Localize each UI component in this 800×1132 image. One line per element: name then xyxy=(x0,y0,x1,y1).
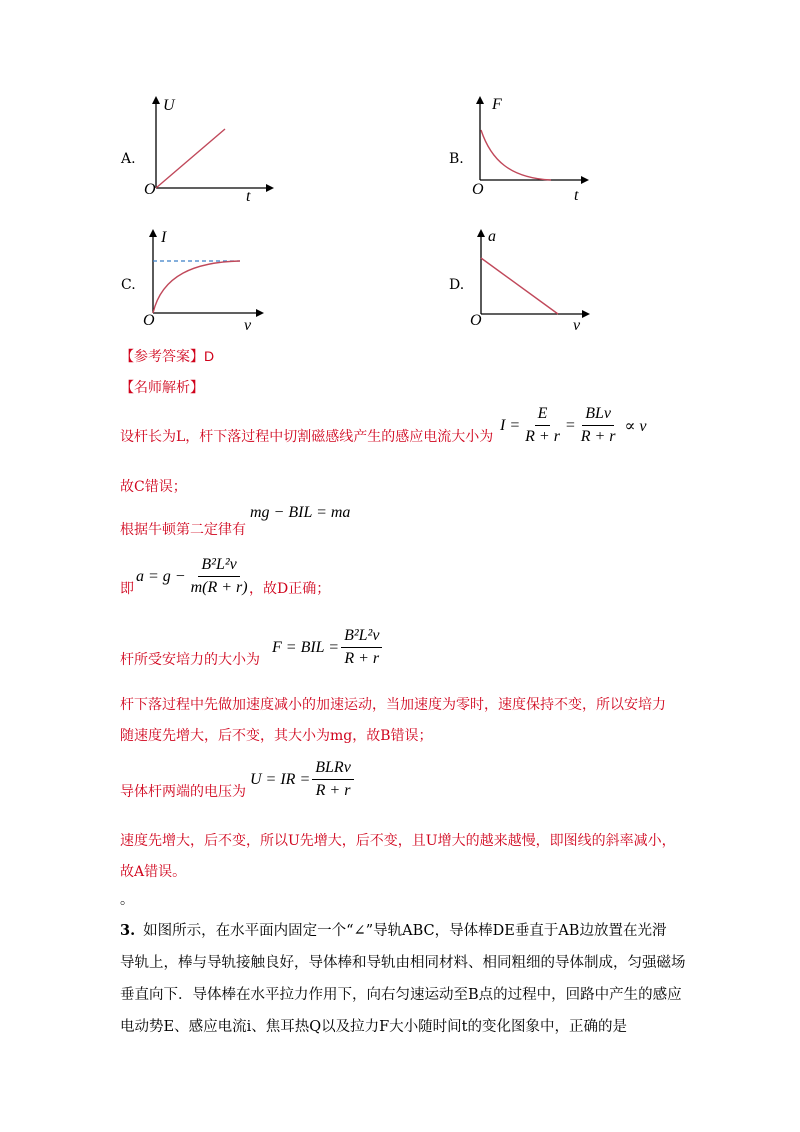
graph-b xyxy=(465,90,605,205)
eq4-frac: $\frac{\text{B²L²v}}{m(R + r)}$ xyxy=(190,556,248,596)
equation-current xyxy=(500,405,646,446)
eq1-frac-2: $\frac{\text{BLv}}{R + r}$ xyxy=(580,405,616,445)
analysis-line-1: 设杆长为L，杆下落过程中切割磁感线产生的感应电流大小为 xyxy=(120,429,494,445)
question-3 xyxy=(120,915,686,1043)
graph-b-curve xyxy=(481,130,551,180)
question-3-line-4: 电动势E、感应电流i、焦耳热Q以及拉力F大小随时间t的变化图象中，正确的是 xyxy=(120,1019,627,1035)
option-c-label: C. xyxy=(121,277,136,293)
analysis-line-4-suffix: ，故D正确； xyxy=(249,581,331,597)
equation-force xyxy=(272,627,384,668)
graph-b-y-label: F xyxy=(492,96,502,113)
eq1-frac-1: $\frac{E}{R + r}$ xyxy=(525,405,560,445)
analysis-heading: 【名师解析】 xyxy=(120,380,204,396)
answer-line xyxy=(120,346,214,366)
graph-a-y-label: U xyxy=(163,97,175,114)
equation-newton: mg − BIL = ma xyxy=(250,504,351,521)
graph-c-x-label: v xyxy=(244,317,252,334)
analysis-line-2: 故C错误； xyxy=(120,479,187,495)
x-arrow-icon xyxy=(581,176,589,184)
question-3-line-3: 垂直向下．导体棒在水平拉力作用下，向右匀速运动至B点的过程中，回路中产生的感应 xyxy=(120,987,682,1003)
graph-a-x-label: t xyxy=(246,188,251,205)
x-arrow-icon xyxy=(266,184,274,192)
analysis-line-4-prefix: 即 xyxy=(120,581,134,597)
analysis-line-3: 根据牛顿第二定律有 xyxy=(120,522,246,538)
question-3-line-1: 如图所示，在水平面内固定一个“∠”导轨ABC，导体棒DE垂直于AB边放置在光滑 xyxy=(143,923,667,939)
graph-c-origin: O xyxy=(143,312,155,329)
question-3-line-2: 导轨上，棒与导轨接触良好，导体棒和导轨由相同材料、相同粗细的导体制成，匀强磁场 xyxy=(120,955,686,971)
eq7-frac: $\frac{\text{BLRv}}{R + r}$ xyxy=(312,759,354,800)
option-b-label: B. xyxy=(449,151,464,167)
equation-voltage xyxy=(250,759,356,800)
x-arrow-icon xyxy=(582,310,590,318)
option-a-label: A. xyxy=(121,151,136,167)
eq1-tail: ∝ v xyxy=(624,417,647,435)
graph-c-y-label: I xyxy=(161,229,167,246)
question-3-number: 3. xyxy=(120,922,136,939)
graph-a-line xyxy=(156,129,225,188)
graph-a-origin: O xyxy=(144,181,156,198)
answer-label: 【参考答案】 xyxy=(120,349,204,365)
eq7-lhs: U = IR = xyxy=(250,770,311,788)
x-arrow-icon xyxy=(256,309,264,317)
graph-d-line xyxy=(481,258,558,314)
eq1-equals: = xyxy=(564,416,576,434)
analysis-line-7: 导体杆两端的电压为 xyxy=(120,784,246,800)
analysis-para-6: 杆下落过程中先做加速度减小的加速运动，当加速度为零时，速度保持不变，所以安培力 随速度先增大，后不变，其大小为mg，故B错误； xyxy=(120,697,666,744)
analysis-para-8: 速度先增大，后不变，所以U先增大，后不变，且U增大的越来越慢，即图线的斜率减小， 故A错误。 xyxy=(120,833,676,880)
eq5-frac: $\frac{\text{B²L²v}}{R + r}$ xyxy=(341,627,382,668)
analysis-line-5: 杆所受安培力的大小为 xyxy=(120,652,260,668)
graph-d-x-label: v xyxy=(573,317,581,334)
graph-c-curve xyxy=(153,261,240,313)
eq1-lhs: I = xyxy=(500,416,521,434)
y-arrow-icon xyxy=(152,96,160,104)
graph-a xyxy=(140,90,280,205)
graph-d-origin: O xyxy=(470,312,482,329)
equation-acceleration xyxy=(136,556,253,597)
y-arrow-icon xyxy=(477,229,485,237)
graph-d xyxy=(466,225,606,330)
y-arrow-icon xyxy=(476,96,484,104)
answer-value: D xyxy=(204,348,215,364)
graph-d-y-label: a xyxy=(488,228,496,245)
eq4-lhs: a = g − xyxy=(136,567,186,585)
graph-b-origin: O xyxy=(472,181,484,198)
option-d-label: D. xyxy=(449,277,465,293)
graph-b-x-label: t xyxy=(574,187,579,204)
y-arrow-icon xyxy=(149,229,157,237)
eq5-lhs: F = BIL = xyxy=(272,638,340,656)
stray-mark: 。 xyxy=(120,892,134,908)
